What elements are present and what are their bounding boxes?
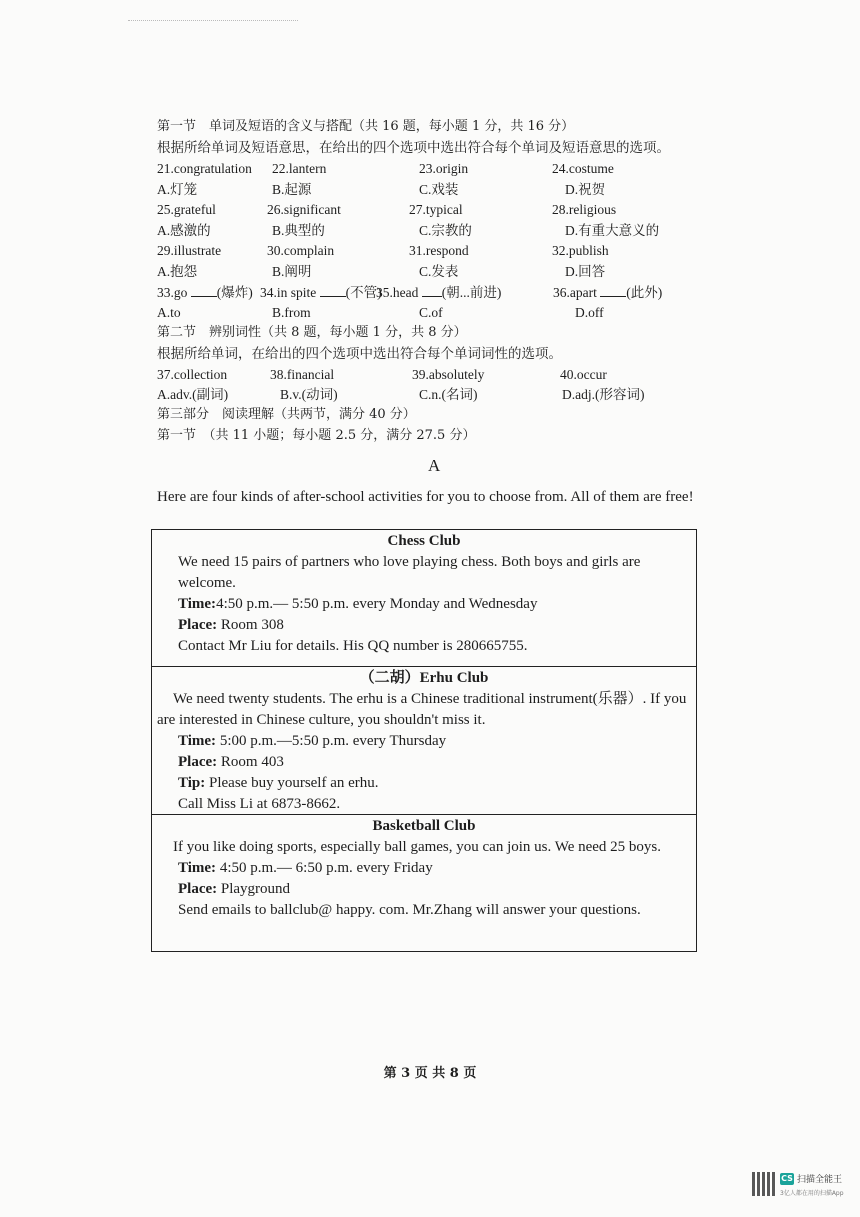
club-contact: Send emails to ballclub@ happy. com. Mr.Zhang will answer your questions. bbox=[178, 902, 641, 918]
scanner-tagline: 3亿人都在用的扫描App bbox=[780, 1190, 844, 1197]
place-value: Room 308 bbox=[220, 617, 284, 633]
club-contact: Contact Mr Liu for details. His QQ number is 280665755. bbox=[178, 638, 528, 654]
option-item: D.有重大意义的 bbox=[565, 223, 660, 238]
option-item: D.祝贺 bbox=[565, 182, 606, 197]
club-title: （二胡）Erhu Club bbox=[359, 670, 489, 686]
time-value: 5:00 p.m.—5:50 p.m. every Thursday bbox=[219, 733, 447, 749]
time-label: Time: bbox=[178, 596, 217, 612]
word-row-3 bbox=[157, 242, 697, 260]
part3-subheading: 第一节 （共 11 小题；每小题 2.5 分，满分 27.5 分） bbox=[157, 428, 476, 443]
option-item: A.抱怨 bbox=[157, 264, 198, 279]
word-row-2 bbox=[157, 201, 697, 219]
option-row-4 bbox=[157, 386, 697, 404]
place-value: Room 403 bbox=[220, 754, 284, 770]
place-label: Place: bbox=[178, 881, 218, 897]
club-description: We need twenty students. The erhu is a Chinese traditional instrument(乐器）. If you are interested in Chinese culture, you shouldn't miss it. bbox=[157, 691, 687, 728]
word-item: 39.absolutely bbox=[412, 367, 485, 382]
phrase-q35 bbox=[376, 284, 501, 302]
word-item: 30.complain bbox=[267, 243, 335, 258]
club-time bbox=[157, 594, 688, 615]
option-item: B.起源 bbox=[272, 182, 312, 197]
club-title: Basketball Club bbox=[372, 818, 476, 834]
place-label: Place: bbox=[178, 754, 218, 770]
club-title: Chess Club bbox=[387, 533, 461, 549]
word-item: 31.respond bbox=[409, 243, 469, 258]
scanner-app-name: 扫描全能王 bbox=[797, 1175, 843, 1185]
option-item: A.to bbox=[157, 305, 181, 320]
option-item: C.戏装 bbox=[419, 182, 459, 197]
phrase-option-row bbox=[157, 304, 697, 322]
word-item: 28.religious bbox=[552, 202, 617, 217]
option-item: B.v.(动词) bbox=[280, 387, 338, 402]
time-label: Time: bbox=[178, 860, 217, 876]
answer-blank bbox=[320, 284, 346, 297]
answer-blank bbox=[600, 284, 626, 297]
option-item: A.灯笼 bbox=[157, 182, 198, 197]
time-label: Time: bbox=[178, 733, 217, 749]
phrase-meaning: (朝...前进) bbox=[441, 285, 502, 300]
page-number: 第 3 页 共 8 页 bbox=[383, 1066, 477, 1081]
club-place bbox=[157, 615, 688, 636]
phrase-text: 36.apart bbox=[553, 285, 597, 300]
word-row-4 bbox=[157, 366, 697, 384]
place-value: Playground bbox=[220, 881, 291, 897]
phrase-text: 33.go bbox=[157, 285, 188, 300]
word-row-1 bbox=[157, 160, 697, 178]
option-item: C.宗教的 bbox=[419, 223, 472, 238]
word-item: 40.occur bbox=[560, 367, 607, 382]
option-item: A.感激的 bbox=[157, 223, 211, 238]
word-item: 24.costume bbox=[552, 161, 614, 176]
club-tip bbox=[157, 773, 688, 794]
option-item: A.adv.(副词) bbox=[157, 387, 229, 402]
time-value: 4:50 p.m.— 6:50 p.m. every Friday bbox=[219, 860, 433, 876]
answer-blank bbox=[191, 284, 217, 297]
phrase-meaning: (不管) bbox=[345, 285, 382, 300]
club-place bbox=[157, 879, 688, 900]
option-row-2 bbox=[157, 222, 697, 240]
phrase-q33 bbox=[157, 284, 253, 302]
answer-blank bbox=[422, 284, 442, 297]
option-item: B.from bbox=[272, 305, 311, 320]
phrase-text: 35.head bbox=[376, 285, 419, 300]
option-item: D.off bbox=[575, 305, 604, 320]
option-row-3 bbox=[157, 263, 697, 281]
passage-intro: Here are four kinds of after-school activities for you to choose from. All of them are free! bbox=[157, 489, 694, 505]
phrase-meaning: (此外) bbox=[626, 285, 663, 300]
club-box-erhu bbox=[151, 666, 697, 815]
scan-artifact bbox=[128, 20, 298, 23]
phrase-text: 34.in spite bbox=[260, 285, 317, 300]
cs-logo-icon: CS bbox=[781, 1174, 793, 1183]
word-item: 38.financial bbox=[270, 367, 335, 382]
club-description: If you like doing sports, especially ball games, you can join us. We need 25 boys. bbox=[173, 839, 662, 855]
word-item: 37.collection bbox=[157, 367, 228, 382]
tip-label: Tip: bbox=[178, 775, 206, 791]
phrase-q36 bbox=[553, 284, 662, 302]
word-item: 27.typical bbox=[409, 202, 463, 217]
word-item: 22.lantern bbox=[272, 161, 327, 176]
club-time bbox=[157, 858, 688, 879]
section2-instruction: 根据所给单词，在给出的四个选项中选出符合每个单词词性的选项。 bbox=[157, 346, 562, 361]
time-value: 4:50 p.m.— 5:50 p.m. every Monday and Wednesday bbox=[216, 596, 538, 612]
club-time bbox=[157, 731, 688, 752]
word-item: 29.illustrate bbox=[157, 243, 222, 258]
option-item: C.n.(名词) bbox=[419, 387, 478, 402]
phrase-row bbox=[157, 284, 697, 302]
section2-heading: 第二节 辨别词性（共 8 题，每小题 1 分，共 8 分） bbox=[157, 325, 467, 340]
section1-instruction: 根据所给单词及短语意思，在给出的四个选项中选出符合每个单词及短语意思的选项。 bbox=[157, 140, 670, 155]
word-item: 21.congratulation bbox=[157, 161, 252, 176]
scanner-watermark bbox=[752, 1170, 852, 1204]
option-item: B.阐明 bbox=[272, 264, 312, 279]
phrase-q34 bbox=[260, 284, 382, 302]
option-item: D.adj.(形容词) bbox=[562, 387, 645, 402]
word-item: 26.significant bbox=[267, 202, 341, 217]
option-item: C.of bbox=[419, 305, 443, 320]
section1-heading: 第一节 单词及短语的含义与搭配（共 16 题，每小题 1 分，共 16 分） bbox=[157, 119, 575, 134]
club-box-chess bbox=[151, 529, 697, 667]
option-item: C.发表 bbox=[419, 264, 459, 279]
option-item: D.回答 bbox=[565, 264, 606, 279]
tip-value: Please buy yourself an erhu. bbox=[209, 775, 379, 791]
word-item: 32.publish bbox=[552, 243, 609, 258]
option-item: B.典型的 bbox=[272, 223, 325, 238]
part3-heading: 第三部分 阅读理解（共两节，满分 40 分） bbox=[157, 407, 416, 422]
qr-code-icon bbox=[752, 1172, 776, 1196]
phrase-meaning: (爆炸) bbox=[216, 285, 253, 300]
place-label: Place: bbox=[178, 617, 218, 633]
word-item: 23.origin bbox=[419, 161, 469, 176]
club-box-basketball bbox=[151, 814, 697, 952]
club-place bbox=[157, 752, 688, 773]
club-contact: Call Miss Li at 6873-8662. bbox=[178, 796, 341, 812]
option-row-1 bbox=[157, 181, 697, 199]
word-item: 25.grateful bbox=[157, 202, 216, 217]
club-description: We need 15 pairs of partners who love playing chess. Both boys and girls are welcome. bbox=[178, 554, 641, 591]
passage-label: A bbox=[428, 456, 441, 475]
